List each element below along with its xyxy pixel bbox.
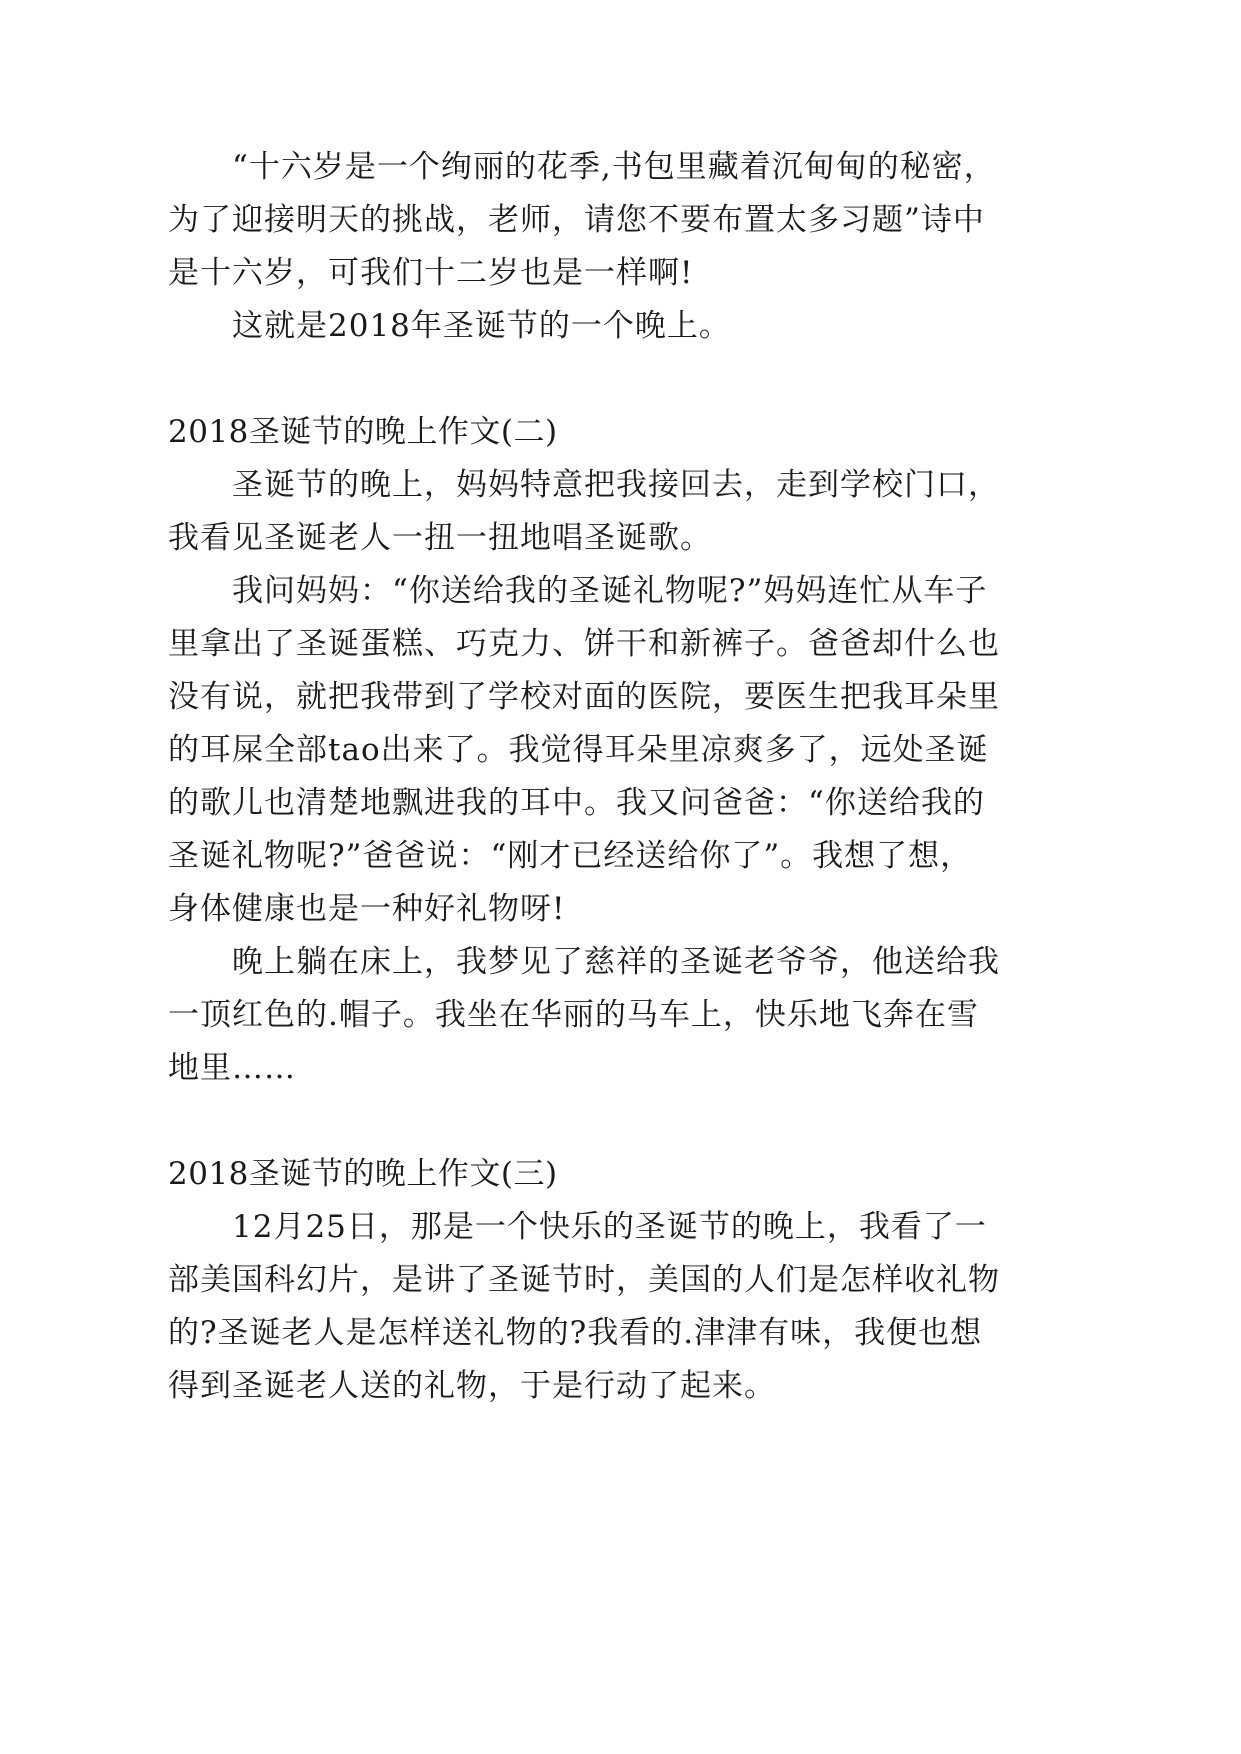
text-line: 为了迎接明天的挑战，老师，请您不要布置太多习题”诗中: [168, 202, 985, 238]
text-line: 晚上躺在床上，我梦见了慈祥的圣诞老爷爷，他送给我: [232, 944, 1000, 980]
text-line: 的?圣诞老人是怎样送礼物的?我看的.津津有味，我便也想: [168, 1315, 983, 1351]
text-line: “十六岁是一个绚丽的花季,书包里藏着沉甸甸的秘密，: [232, 149, 996, 185]
text-line: 我看见圣诞老人一扭一扭地唱圣诞歌。: [168, 520, 712, 556]
text-line: 我问妈妈：“你送给我的圣诞礼物呢?”妈妈连忙从车子: [232, 573, 988, 609]
text-line: 身体健康也是一种好礼物呀!: [168, 891, 566, 927]
section-heading: 2018圣诞节的晚上作文(二): [168, 414, 558, 450]
text-line: 地里……: [168, 1050, 296, 1086]
text-line: 的耳屎全部tao出来了。我觉得耳朵里凉爽多了，远处圣诞: [168, 732, 989, 768]
text-line: 一顶红色的.帽子。我坐在华丽的马车上，快乐地飞奔在雪: [168, 997, 979, 1033]
text-line: 的歌儿也清楚地飘进我的耳中。我又问爸爸：“你送给我的: [168, 785, 985, 821]
section-heading: 2018圣诞节的晚上作文(三): [168, 1156, 558, 1192]
text-line: 是十六岁，可我们十二岁也是一样啊!: [168, 255, 694, 291]
text-line: 没有说，就把我带到了学校对面的医院，要医生把我耳朵里: [168, 679, 1000, 715]
text-line: 12月25日，那是一个快乐的圣诞节的晚上，我看了一: [232, 1209, 987, 1245]
text-line: 里拿出了圣诞蛋糕、巧克力、饼干和新裤子。爸爸却什么也: [168, 626, 1000, 662]
text-line: 圣诞礼物呢?”爸爸说：“刚才已经送给你了”。我想了想，: [168, 838, 973, 874]
text-line: 这就是2018年圣诞节的一个晚上。: [232, 308, 731, 344]
text-line: 得到圣诞老人送的礼物，于是行动了起来。: [168, 1368, 776, 1404]
text-line: 部美国科幻片，是讲了圣诞节时，美国的人们是怎样收礼物: [168, 1262, 1000, 1298]
text-line: 圣诞节的晚上，妈妈特意把我接回去，走到学校门口，: [232, 467, 1000, 503]
